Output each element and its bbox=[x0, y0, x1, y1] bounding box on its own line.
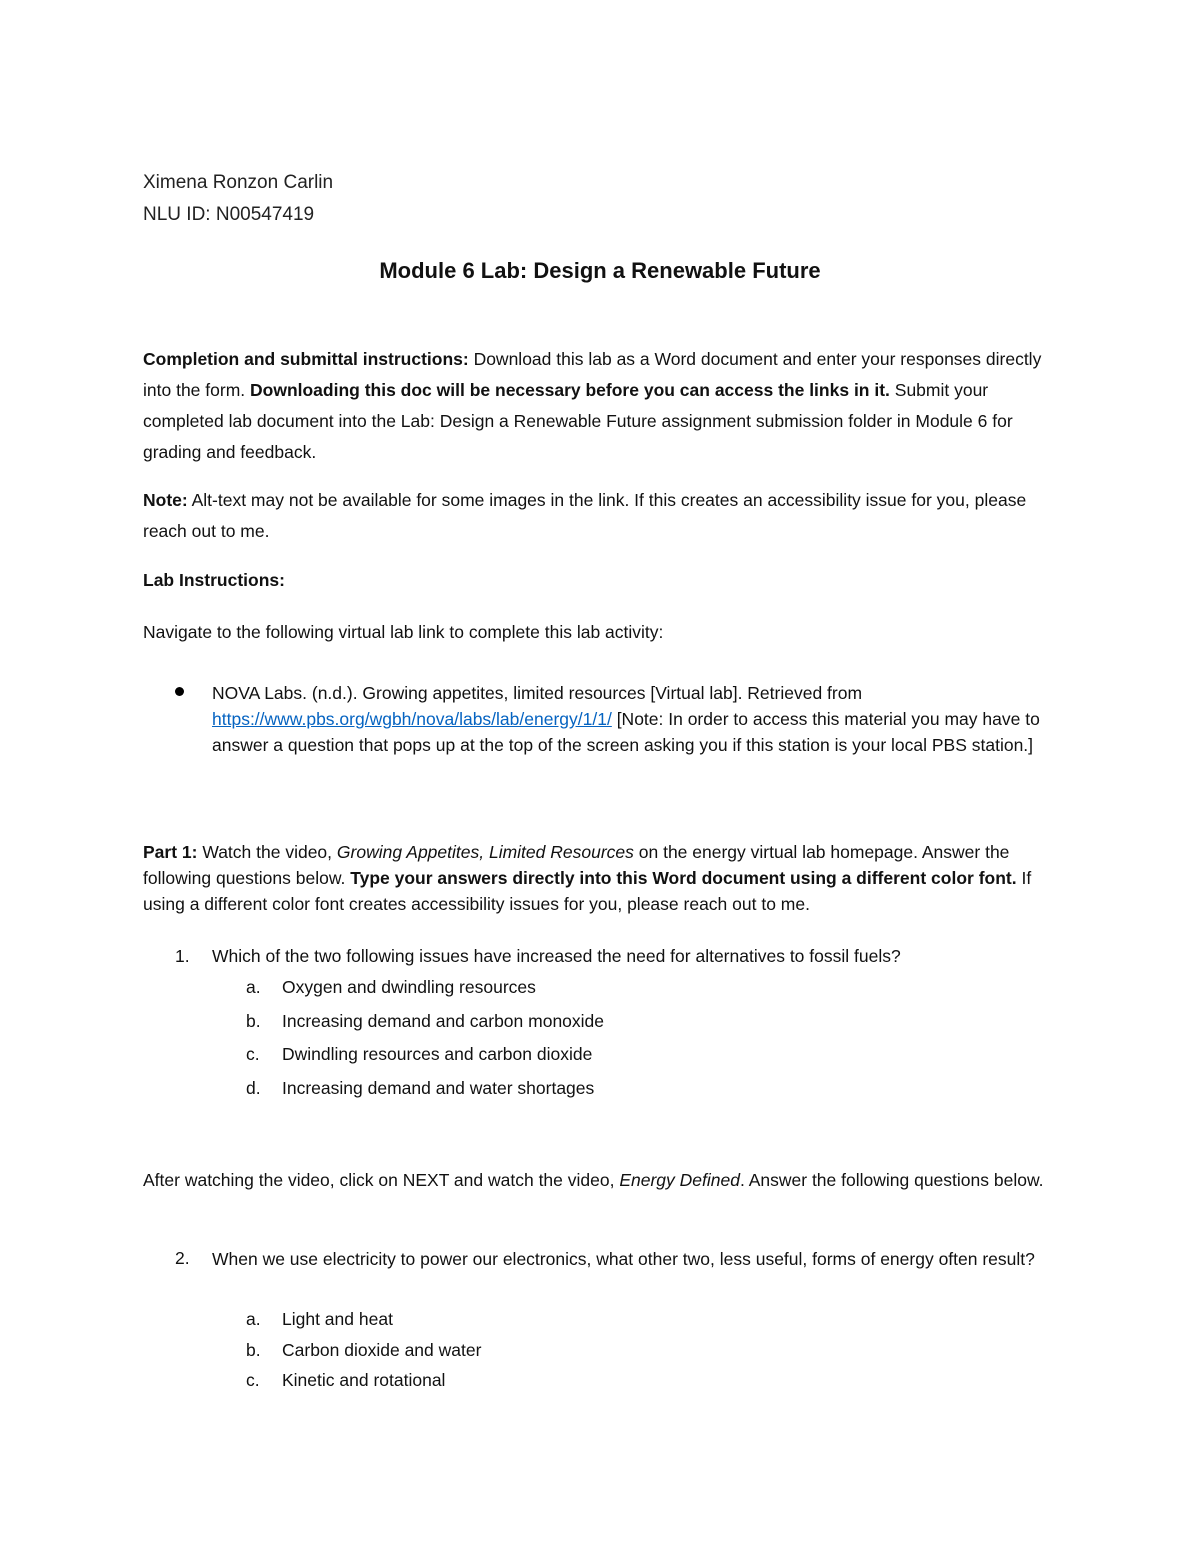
lab-instructions-heading: Lab Instructions: bbox=[143, 570, 285, 590]
note-label: Note: bbox=[143, 490, 188, 510]
q2-option-c-letter: c. bbox=[246, 1370, 260, 1390]
completion-label: Completion and submittal instructions: bbox=[143, 349, 469, 369]
q2-option-a-answer: Light and heat bbox=[282, 1309, 393, 1329]
bullet-reference bbox=[212, 680, 1062, 758]
q2-option-c: Kinetic and rotational bbox=[282, 1370, 446, 1390]
q2-option-b: Carbon dioxide and water bbox=[282, 1340, 482, 1360]
lab-link[interactable]: https://www.pbs.org/wgbh/nova/labs/lab/energy/1/1/ bbox=[212, 709, 612, 729]
q2-option-b-letter: b. bbox=[246, 1340, 261, 1360]
after-video-title: Energy Defined bbox=[619, 1170, 740, 1190]
question2-number: 2. bbox=[175, 1248, 190, 1268]
q2-option-a-letter: a. bbox=[246, 1309, 261, 1329]
q1-option-a: Oxygen and dwindling resources bbox=[282, 977, 536, 997]
q1-option-b: Increasing demand and carbon monoxide bbox=[282, 1011, 605, 1031]
student-name: Ximena Ronzon Carlin bbox=[143, 172, 334, 193]
part1-video-title: Growing Appetites, Limited Resources bbox=[336, 842, 634, 862]
note-text: Alt-text may not be available for some images in the link. If this creates an accessibility issue for you, please reach out to me. bbox=[143, 490, 1027, 541]
after-video-text-2: . Answer the following questions below. bbox=[739, 1170, 1044, 1190]
question2-text: When we use electricity to power our electronics, what other two, less useful, forms of energy often result? bbox=[212, 1249, 1035, 1269]
q1-option-d: Increasing demand and water shortages bbox=[282, 1078, 595, 1098]
q1-option-a-letter: a. bbox=[246, 977, 261, 997]
student-id: NLU ID: N00547419 bbox=[143, 204, 315, 225]
part1-label: Part 1: bbox=[143, 842, 198, 862]
after-video-paragraph bbox=[143, 1167, 1053, 1193]
q1-option-b-letter: b. bbox=[246, 1011, 261, 1031]
part1-bold: Type your answers directly into this Word document using a different color font. bbox=[350, 868, 1017, 888]
bullet-text-2: [Note: In order to access this material you may have to answer a question that pops up at the top of the screen asking you if this station is your local PBS station.] bbox=[212, 709, 1040, 755]
note-paragraph bbox=[143, 485, 1053, 547]
q1-option-d-letter: d. bbox=[246, 1078, 261, 1098]
page-title: Module 6 Lab: Design a Renewable Future bbox=[379, 258, 821, 283]
completion-text-1: Download this lab as a Word document and enter your responses directly into the form. bbox=[143, 349, 1042, 400]
part1-text-1: Watch the video, bbox=[197, 842, 337, 862]
completion-text-2: Submit your completed lab document into the Lab: Design a Renewable Future assignment submission folder in Module 6 for grading and feedback. bbox=[143, 380, 1013, 462]
after-video-text-1: After watching the video, click on NEXT and watch the video, bbox=[143, 1170, 620, 1190]
part1-text-3: If using a different color font creates accessibility issues for you, please reach out to me. bbox=[143, 868, 1032, 914]
question1-number: 1. bbox=[175, 946, 190, 966]
completion-bold: Downloading this doc will be necessary before you can access the links in it. bbox=[250, 380, 890, 400]
bullet-dot-icon bbox=[175, 687, 184, 696]
navigate-text: Navigate to the following virtual lab link to complete this lab activity: bbox=[143, 622, 664, 642]
completion-instructions bbox=[143, 344, 1053, 468]
part1-paragraph bbox=[143, 839, 1053, 917]
bullet-text-1: NOVA Labs. (n.d.). Growing appetites, limited resources [Virtual lab]. Retrieved from bbox=[212, 683, 863, 703]
q1-option-c-answer: Dwindling resources and carbon dioxide bbox=[282, 1044, 593, 1064]
q1-option-c-letter: c. bbox=[246, 1044, 260, 1064]
part1-text-2: on the energy virtual lab homepage. Answer the following questions below. bbox=[143, 842, 1010, 888]
question1-text: Which of the two following issues have increased the need for alternatives to fossil fuels? bbox=[212, 946, 901, 966]
